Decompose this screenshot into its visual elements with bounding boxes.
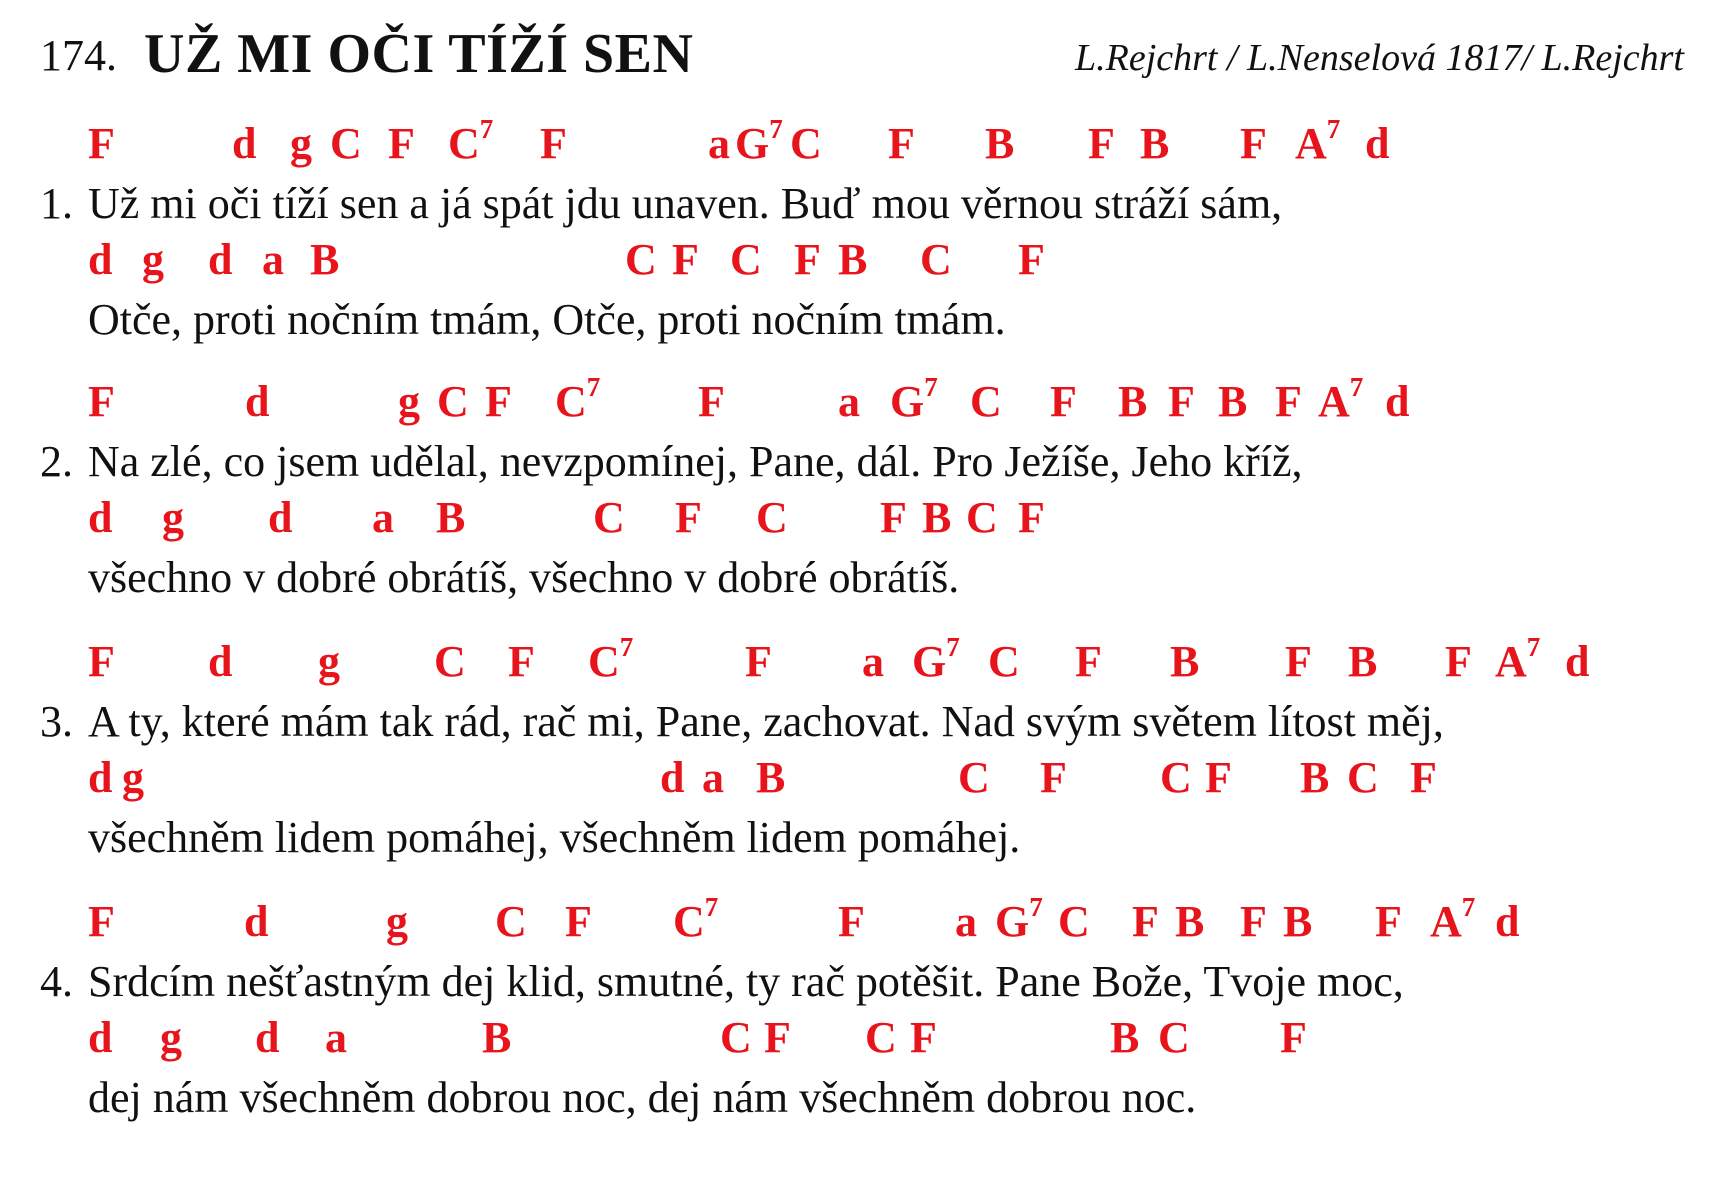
song-header xyxy=(40,18,1696,88)
chord: d xyxy=(1365,119,1390,168)
chord: C xyxy=(720,1013,752,1062)
verse-4-chords-line-1 xyxy=(0,892,1736,952)
chord: C xyxy=(330,119,362,168)
chord: C xyxy=(625,235,657,284)
lyric-text: Na zlé, co jsem udělal, nevzpomínej, Pane, dál. Pro Ježíše, Jeho kříž, xyxy=(88,437,1303,486)
chord: a xyxy=(708,119,730,168)
chord: F xyxy=(838,897,865,946)
verse-2-lyric-line-1 xyxy=(40,436,1303,487)
chord: C xyxy=(1160,753,1192,802)
chord: F xyxy=(1375,897,1402,946)
chord: C xyxy=(970,377,1002,426)
verse-1-chords-line-1 xyxy=(0,114,1736,174)
chord: F xyxy=(485,377,512,426)
chord: F xyxy=(1240,119,1267,168)
chord: a xyxy=(838,377,860,426)
verse-1-lyric-line-1 xyxy=(40,178,1282,229)
chord: d xyxy=(88,493,113,542)
chord: d xyxy=(88,1013,113,1062)
chord: C xyxy=(865,1013,897,1062)
chord: g xyxy=(122,753,144,802)
chord: B xyxy=(756,753,786,802)
chord: d xyxy=(208,235,233,284)
chord: d xyxy=(1565,637,1590,686)
chord: F xyxy=(1088,119,1115,168)
chord: C xyxy=(593,493,625,542)
chord: F xyxy=(88,637,115,686)
verse-2-lyric-line-2 xyxy=(88,552,959,603)
chord: $C^7$ xyxy=(448,114,494,168)
chord: F xyxy=(88,377,115,426)
chord: B xyxy=(310,235,340,284)
chord: F xyxy=(1285,637,1312,686)
chord: $G^7$ xyxy=(912,632,960,686)
chord: F xyxy=(1018,235,1045,284)
chord: F xyxy=(1132,897,1159,946)
chord: F xyxy=(1168,377,1195,426)
verse-number: 4. xyxy=(40,957,73,1006)
chord: F xyxy=(910,1013,937,1062)
lyric-text: dej nám všechněm dobrou noc, dej nám všechněm dobrou noc. xyxy=(88,1073,1197,1122)
chord: F xyxy=(745,637,772,686)
song-credits: L.Rejchrt / L.Nenselová 1817/ L.Rejchrt xyxy=(1074,37,1684,79)
chord: a xyxy=(325,1013,347,1062)
chord: B xyxy=(1110,1013,1140,1062)
chord: d xyxy=(88,753,113,802)
chord: d xyxy=(1385,377,1410,426)
chord: a xyxy=(955,897,977,946)
chord: B xyxy=(922,493,952,542)
chord: $A^7$ xyxy=(1495,632,1541,686)
verse-2-chords-line-1 xyxy=(0,372,1736,432)
lyric-text: Otče, proti nočním tmám, Otče, proti nočním tmám. xyxy=(88,295,1006,344)
verse-3-lyric-line-1 xyxy=(40,696,1444,747)
chord: d xyxy=(268,493,293,542)
chord: F xyxy=(675,493,702,542)
verse-4-lyric-line-1 xyxy=(40,956,1404,1007)
chord: C xyxy=(958,753,990,802)
chord: g xyxy=(142,235,164,284)
chord: F xyxy=(565,897,592,946)
chord: B xyxy=(482,1013,512,1062)
chord: F xyxy=(540,119,567,168)
chord: a xyxy=(372,493,394,542)
chord: C xyxy=(920,235,952,284)
chord: F xyxy=(794,235,821,284)
chord: F xyxy=(880,493,907,542)
chord: C xyxy=(730,235,762,284)
lyric-text: Už mi oči tíží sen a já spát jdu unaven. Buď mou věrnou stráží sám, xyxy=(88,179,1283,228)
chord: $A^7$ xyxy=(1318,372,1364,426)
chord: B xyxy=(1348,637,1378,686)
lyric-text: Srdcím nešťastným dej klid, smutné, ty rač potěšit. Pane Bože, Tvoje moc, xyxy=(88,957,1404,1006)
chord: B xyxy=(1140,119,1170,168)
lyric-text: všechno v dobré obrátíš, všechno v dobré obrátíš. xyxy=(88,553,960,602)
chord: $G^7$ xyxy=(735,114,783,168)
song-title: UŽ MI OČI TÍŽÍ SEN xyxy=(144,23,694,85)
verse-3-lyric-line-2 xyxy=(88,812,1020,863)
chord: C xyxy=(988,637,1020,686)
chord: C xyxy=(434,637,466,686)
chord: F xyxy=(764,1013,791,1062)
chord: F xyxy=(1445,637,1472,686)
chord: F xyxy=(1075,637,1102,686)
chord: $G^7$ xyxy=(995,892,1043,946)
chord: g xyxy=(290,119,312,168)
chord: F xyxy=(698,377,725,426)
chord: F xyxy=(1018,493,1045,542)
chord: C xyxy=(495,897,527,946)
chord: F xyxy=(88,119,115,168)
chord: C xyxy=(966,493,998,542)
verse-3-chords-line-2 xyxy=(0,752,1736,808)
chord: g xyxy=(398,377,420,426)
chord: F xyxy=(1205,753,1232,802)
verse-2-chords-line-2 xyxy=(0,492,1736,548)
lyric-text: A ty, které mám tak rád, rač mi, Pane, zachovat. Nad svým světem lítost měj, xyxy=(88,697,1444,746)
chord: B xyxy=(1283,897,1313,946)
chord: g xyxy=(160,1013,182,1062)
verse-1-lyric-line-2 xyxy=(88,294,1006,345)
chord: B xyxy=(436,493,466,542)
chord: $C^7$ xyxy=(673,892,719,946)
verse-number: 1. xyxy=(40,179,73,228)
chord: C xyxy=(790,119,822,168)
chord: C xyxy=(1347,753,1379,802)
chord: C xyxy=(1058,897,1090,946)
chord: d xyxy=(660,753,685,802)
chord: g xyxy=(318,637,340,686)
chord: F xyxy=(1275,377,1302,426)
chord: d xyxy=(208,637,233,686)
verse-4-lyric-line-2 xyxy=(88,1072,1196,1123)
verse-1-chords-line-2 xyxy=(0,234,1736,290)
chord: C xyxy=(756,493,788,542)
chord: a xyxy=(262,235,284,284)
chord: F xyxy=(88,897,115,946)
chord: F xyxy=(508,637,535,686)
chord: $C^7$ xyxy=(555,372,601,426)
chord: C xyxy=(437,377,469,426)
chord: g xyxy=(162,493,184,542)
verse-3-chords-line-1 xyxy=(0,632,1736,692)
chord: F xyxy=(1240,897,1267,946)
chord: C xyxy=(1158,1013,1190,1062)
chord: d xyxy=(245,377,270,426)
chord: a xyxy=(702,753,724,802)
chord: B xyxy=(1175,897,1205,946)
song-number: 174. xyxy=(40,31,117,80)
chord: $C^7$ xyxy=(588,632,634,686)
verse-number: 3. xyxy=(40,697,73,746)
chord: g xyxy=(386,897,408,946)
chord: F xyxy=(1050,377,1077,426)
chord: B xyxy=(1218,377,1248,426)
chord: F xyxy=(888,119,915,168)
chord: d xyxy=(1495,897,1520,946)
lyric-text: všechněm lidem pomáhej, všechněm lidem pomáhej. xyxy=(88,813,1021,862)
chord: B xyxy=(838,235,868,284)
chord: B xyxy=(1170,637,1200,686)
chord: F xyxy=(388,119,415,168)
chord: $A^7$ xyxy=(1430,892,1476,946)
chord: F xyxy=(1040,753,1067,802)
chord: F xyxy=(1280,1013,1307,1062)
chord: a xyxy=(862,637,884,686)
verse-4-chords-line-2 xyxy=(0,1012,1736,1068)
verse-number: 2. xyxy=(40,437,73,486)
chord: d xyxy=(255,1013,280,1062)
chord: $A^7$ xyxy=(1295,114,1341,168)
chord: F xyxy=(672,235,699,284)
chord: $G^7$ xyxy=(890,372,938,426)
chord: B xyxy=(1300,753,1330,802)
chord: d xyxy=(232,119,257,168)
chord: d xyxy=(244,897,269,946)
chord: d xyxy=(88,235,113,284)
chord: F xyxy=(1410,753,1437,802)
chord: B xyxy=(985,119,1015,168)
chord: B xyxy=(1118,377,1148,426)
